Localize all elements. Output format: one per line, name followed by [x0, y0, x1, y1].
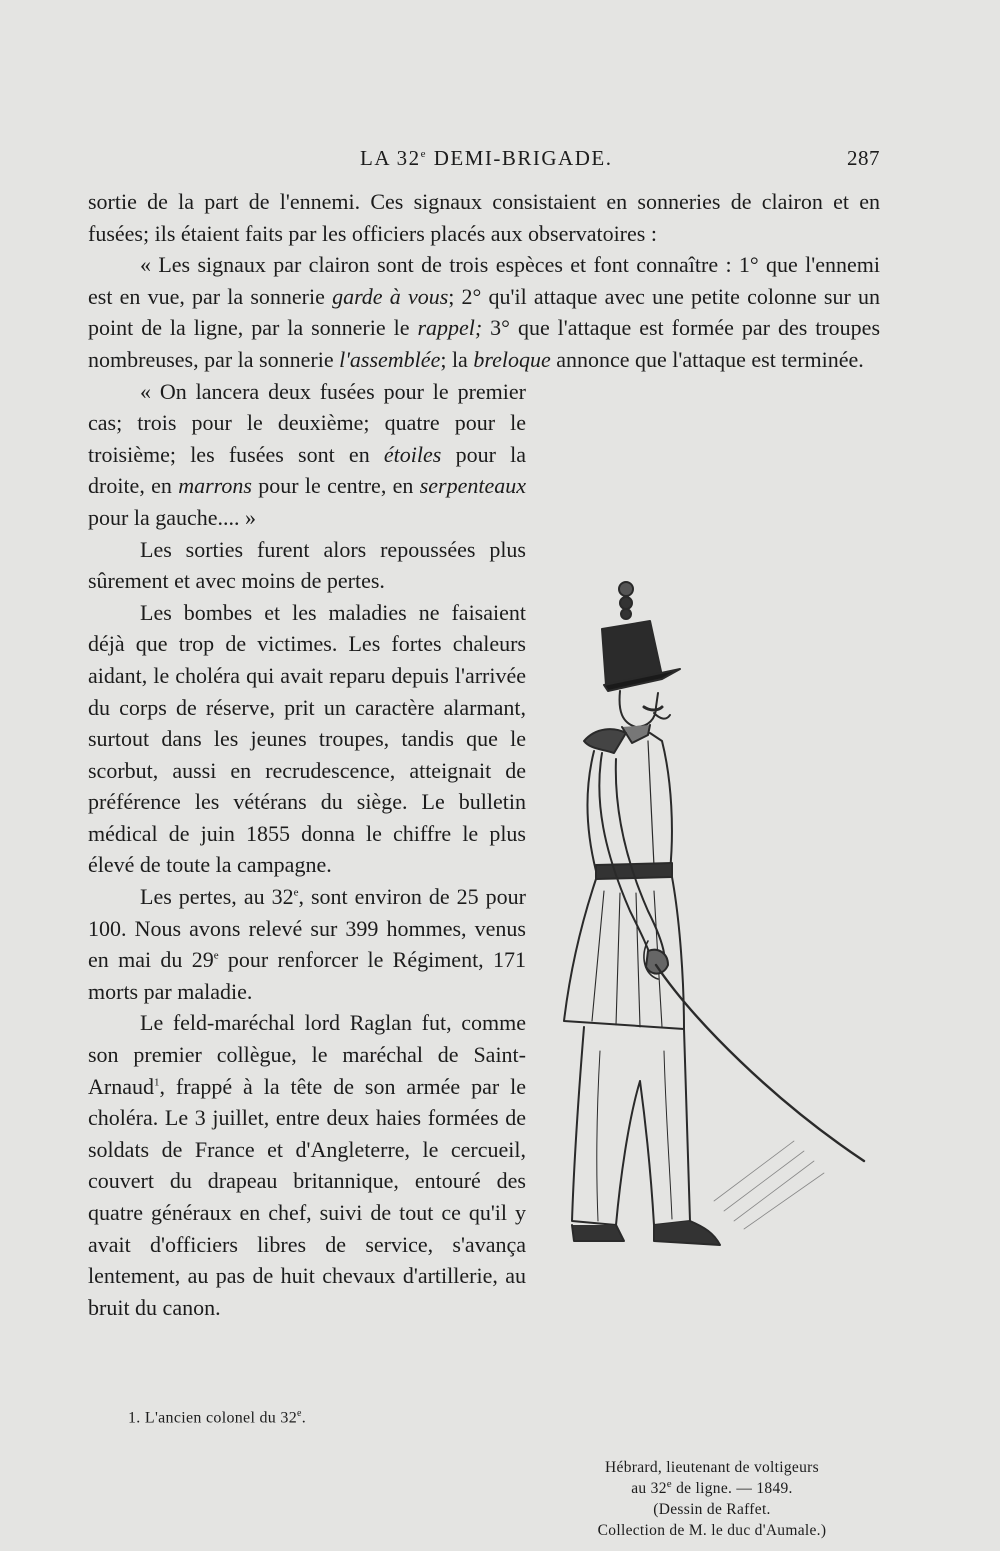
caption-line: (Dessin de Raffet.: [653, 1500, 771, 1518]
page-header: [88, 146, 880, 172]
paragraph-7: Le feld-maréchal lord Raglan fut, comme son premier collègue, le maréchal de Saint-Arnaud$^1$, frappé à la tête de son armée par le choléra. Le 3 juillet, entre deux haies formées de soldats de France et d'Angleterre, le cercueil, couvert du drapeau britannique, entouré des quatre généraux en chef, suivi de tout ce qu'il y avait d'officiers libres de service, s'avança lentement, au pas de huit chevaux d'artillerie, au bruit du canon.: [88, 1010, 526, 1320]
figure-caption: [544, 1457, 880, 1541]
page-number: 287: [847, 146, 880, 170]
running-title: LA 32e DEMI-BRIGADE.: [360, 146, 613, 170]
paragraph-2: « Les signaux par clairon sont de trois espèces et font connaître : 1° que l'ennemi est en vue, par la sonnerie garde à vous; 2° qu'il attaque avec une petite colonne sur un point de la ligne, par la sonnerie le rappel; 3° que l'attaque est formée par des troupes nombreuses, par la sonnerie l'assemblée; la breloque annonce que l'attaque est terminée.: [88, 252, 881, 372]
paragraph-5: Les bombes et les maladies ne faisaient déjà que trop de victimes. Les fortes chaleurs aidant, le choléra qui avait reparu depuis l'arrivée du corps de réserve, prit un caractère alarmant, surtout dans les jeunes troupes, tandis que le scorbut, aussi en recrudescence, atteignait de préférence les vétérans du siège. Le bulletin médical de juin 1855 donna le chiffre le plus élevé de toute la campagne.: [88, 599, 526, 878]
caption-line: Collection de M. le duc d'Aumale.): [597, 1521, 827, 1539]
illustration-figure: [544, 581, 880, 1551]
caption-line: Hébrard, lieutenant de voltigeurs: [605, 1458, 819, 1476]
paragraph-1: sortie de la part de l'ennemi. Ces signaux consistaient en sonneries de clairon et en fusées; ils étaient faits par les officiers placés aux observatoires :: [88, 189, 880, 246]
soldier-illustration: [544, 581, 880, 1451]
footnote: 1. L'ancien colonel du 32e.: [128, 1408, 307, 1427]
caption-line: au 32e de ligne. — 1849.: [631, 1477, 793, 1497]
body-text: [88, 186, 880, 1551]
paragraph-4: Les sorties furent alors repoussées plus sûrement et avec moins de pertes.: [88, 536, 526, 594]
paragraph-3: « On lancera deux fusées pour le premier cas; trois pour le deuxième; quatre pour le troisième; les fusées sont en étoiles pour la droite, en marrons pour le centre, en serpenteaux pour la gauche.... »: [88, 378, 526, 530]
paragraph-6: Les pertes, au 32e, sont environ de 25 pour 100. Nous avons relevé sur 399 hommes, venus en mai du 29e pour renforcer le Régiment, 171 morts par maladie.: [88, 884, 527, 1004]
